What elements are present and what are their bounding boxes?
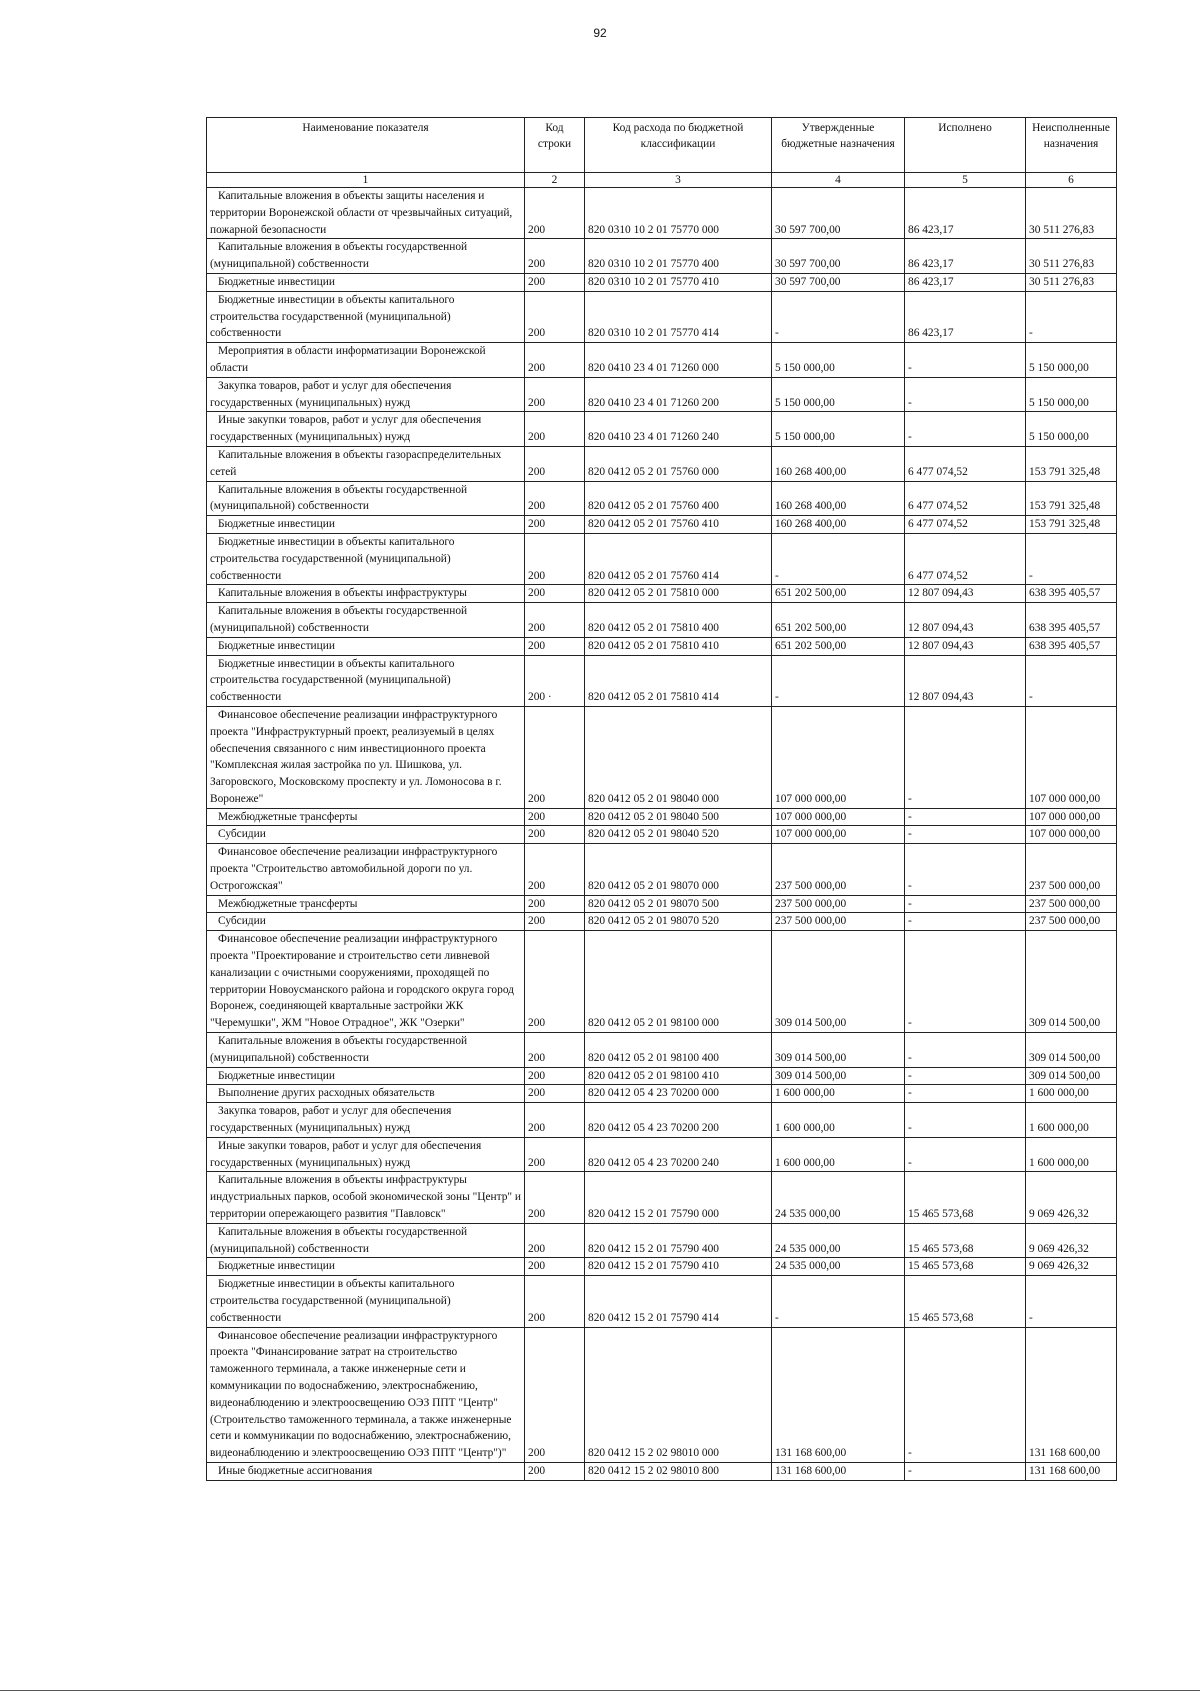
row-code-cell: 200: [525, 273, 585, 291]
approved-amount-cell: 237 500 000,00: [772, 844, 905, 895]
unexecuted-amount-cell: 131 168 600,00: [1026, 1327, 1117, 1462]
approved-amount-cell: 131 168 600,00: [772, 1462, 905, 1480]
table-row: [207, 291, 1117, 342]
table-row: [207, 1067, 1117, 1085]
executed-amount-cell: 6 477 074,52: [905, 516, 1026, 534]
indicator-name-cell: Капитальные вложения в объекты государственной (муниципальной) собственности: [207, 1033, 525, 1068]
unexecuted-amount-cell: 5 150 000,00: [1026, 377, 1117, 412]
indicator-name-cell: Финансовое обеспечение реализации инфраструктурного проекта "Финансирование затрат на строительство таможенного терминала, а также инженерные сети и коммуникации по водоснабжению, электроснабжению, видеонаблюдению и электроосвещению ОЭЗ ППТ "Центр" (Строительство таможенного терминала, а также инженерные сети и коммуникации по водоснабжению, электроснабжению, видеонаблюдению и электроосвещению ОЭЗ ППТ "Центр")": [207, 1327, 525, 1462]
indicator-name-cell: Бюджетные инвестиции: [207, 637, 525, 655]
indicator-name-cell: Бюджетные инвестиции в объекты капитального строительства государственной (муниципальной) собственности: [207, 291, 525, 342]
indicator-name-cell: Финансовое обеспечение реализации инфраструктурного проекта "Проектирование и строительство сети ливневой канализации с очистными сооружениями, проходящей по территории Новоусманского района и городского округа город Воронеж, соединяющей квартальные застройки ЖК "Черемушки", ЖМ "Новое Отрадное", ЖК "Озерки": [207, 931, 525, 1033]
row-code-cell: 200: [525, 603, 585, 638]
table-row: [207, 1327, 1117, 1462]
classification-code-cell: 820 0412 05 2 01 75810 400: [585, 603, 772, 638]
table-body: [207, 188, 1117, 1481]
executed-amount-cell: 12 807 094,43: [905, 603, 1026, 638]
classification-code-cell: 820 0412 05 2 01 98070 000: [585, 844, 772, 895]
unexecuted-amount-cell: 5 150 000,00: [1026, 412, 1117, 447]
executed-amount-cell: 15 465 573,68: [905, 1258, 1026, 1276]
executed-amount-cell: 86 423,17: [905, 273, 1026, 291]
table-row: [207, 844, 1117, 895]
row-code-cell: 200: [525, 1276, 585, 1327]
row-code-cell: 200: [525, 1327, 585, 1462]
approved-amount-cell: 1 600 000,00: [772, 1085, 905, 1103]
approved-amount-cell: 309 014 500,00: [772, 931, 905, 1033]
row-code-cell: 200 ·: [525, 655, 585, 706]
unexecuted-amount-cell: 153 791 325,48: [1026, 446, 1117, 481]
unexecuted-amount-cell: 638 395 405,57: [1026, 637, 1117, 655]
classification-code-cell: 820 0412 15 2 01 75790 400: [585, 1223, 772, 1258]
approved-amount-cell: 5 150 000,00: [772, 343, 905, 378]
approved-amount-cell: 5 150 000,00: [772, 377, 905, 412]
table-row: [207, 188, 1117, 239]
row-code-cell: 200: [525, 1085, 585, 1103]
indicator-name-cell: Капитальные вложения в объекты государственной (муниципальной) собственности: [207, 1223, 525, 1258]
indicator-name-cell: Субсидии: [207, 826, 525, 844]
unexecuted-amount-cell: 9 069 426,32: [1026, 1258, 1117, 1276]
indicator-name-cell: Бюджетные инвестиции: [207, 1067, 525, 1085]
unexecuted-amount-cell: 237 500 000,00: [1026, 913, 1117, 931]
executed-amount-cell: -: [905, 1462, 1026, 1480]
classification-code-cell: 820 0412 15 2 01 75790 000: [585, 1172, 772, 1223]
indicator-name-cell: Закупка товаров, работ и услуг для обеспечения государственных (муниципальных) нужд: [207, 1103, 525, 1138]
classification-code-cell: 820 0412 15 2 02 98010 000: [585, 1327, 772, 1462]
header-executed: Исполнено: [905, 118, 1026, 173]
approved-amount-cell: -: [772, 655, 905, 706]
table-row: [207, 533, 1117, 584]
indicator-name-cell: Капитальные вложения в объекты инфраструктуры: [207, 585, 525, 603]
row-code-cell: 200: [525, 913, 585, 931]
row-code-cell: 200: [525, 1137, 585, 1172]
row-code-cell: 200: [525, 291, 585, 342]
row-code-cell: 200: [525, 446, 585, 481]
unexecuted-amount-cell: 1 600 000,00: [1026, 1085, 1117, 1103]
row-code-cell: 200: [525, 533, 585, 584]
row-code-cell: 200: [525, 1223, 585, 1258]
table-row: [207, 377, 1117, 412]
unexecuted-amount-cell: 1 600 000,00: [1026, 1103, 1117, 1138]
indicator-name-cell: Мероприятия в области информатизации Воронежской области: [207, 343, 525, 378]
approved-amount-cell: 30 597 700,00: [772, 239, 905, 274]
approved-amount-cell: 107 000 000,00: [772, 706, 905, 808]
unexecuted-amount-cell: 309 014 500,00: [1026, 931, 1117, 1033]
row-code-cell: 200: [525, 481, 585, 516]
approved-amount-cell: 30 597 700,00: [772, 188, 905, 239]
executed-amount-cell: 86 423,17: [905, 188, 1026, 239]
classification-code-cell: 820 0412 05 2 01 75760 414: [585, 533, 772, 584]
table-row: [207, 1033, 1117, 1068]
approved-amount-cell: 309 014 500,00: [772, 1067, 905, 1085]
indicator-name-cell: Закупка товаров, работ и услуг для обеспечения государственных (муниципальных) нужд: [207, 377, 525, 412]
table-row: [207, 1258, 1117, 1276]
approved-amount-cell: -: [772, 533, 905, 584]
unexecuted-amount-cell: 131 168 600,00: [1026, 1462, 1117, 1480]
indicator-name-cell: Финансовое обеспечение реализации инфраструктурного проекта "Строительство автомобильной дороги по ул. Острогожская": [207, 844, 525, 895]
unexecuted-amount-cell: 30 511 276,83: [1026, 273, 1117, 291]
classification-code-cell: 820 0412 05 2 01 98040 000: [585, 706, 772, 808]
classification-code-cell: 820 0412 15 2 02 98010 800: [585, 1462, 772, 1480]
executed-amount-cell: 12 807 094,43: [905, 637, 1026, 655]
indicator-name-cell: Капитальные вложения в объекты государственной (муниципальной) собственности: [207, 239, 525, 274]
header-approved: Утвержденные бюджетные назначения: [772, 118, 905, 173]
approved-amount-cell: -: [772, 1276, 905, 1327]
page-number: 92: [593, 26, 607, 40]
indicator-name-cell: Капитальные вложения в объекты государственной (муниципальной) собственности: [207, 481, 525, 516]
table-row: [207, 637, 1117, 655]
table-row: [207, 931, 1117, 1033]
table-row: [207, 412, 1117, 447]
row-code-cell: 200: [525, 1067, 585, 1085]
classification-code-cell: 820 0412 05 2 01 98100 400: [585, 1033, 772, 1068]
unexecuted-amount-cell: 9 069 426,32: [1026, 1223, 1117, 1258]
row-code-cell: 200: [525, 1103, 585, 1138]
approved-amount-cell: 107 000 000,00: [772, 826, 905, 844]
row-code-cell: 200: [525, 412, 585, 447]
header-budget-classification-code: Код расхода по бюджетной классификации: [585, 118, 772, 173]
classification-code-cell: 820 0412 05 4 23 70200 240: [585, 1137, 772, 1172]
row-code-cell: 200: [525, 895, 585, 913]
indicator-name-cell: Бюджетные инвестиции в объекты капитального строительства государственной (муниципальной) собственности: [207, 1276, 525, 1327]
approved-amount-cell: 237 500 000,00: [772, 913, 905, 931]
row-code-cell: 200: [525, 516, 585, 534]
classification-code-cell: 820 0412 05 2 01 98100 410: [585, 1067, 772, 1085]
unexecuted-amount-cell: 9 069 426,32: [1026, 1172, 1117, 1223]
executed-amount-cell: -: [905, 412, 1026, 447]
table-row: [207, 808, 1117, 826]
approved-amount-cell: 651 202 500,00: [772, 637, 905, 655]
indicator-name-cell: Иные закупки товаров, работ и услуг для обеспечения государственных (муниципальных) нужд: [207, 412, 525, 447]
bottom-rule: [0, 1690, 1200, 1691]
classification-code-cell: 820 0412 05 2 01 75810 414: [585, 655, 772, 706]
indicator-name-cell: Иные закупки товаров, работ и услуг для обеспечения государственных (муниципальных) нужд: [207, 1137, 525, 1172]
classification-code-cell: 820 0310 10 2 01 75770 414: [585, 291, 772, 342]
table-row: [207, 1172, 1117, 1223]
column-number: 1: [207, 173, 525, 188]
approved-amount-cell: -: [772, 291, 905, 342]
classification-code-cell: 820 0410 23 4 01 71260 200: [585, 377, 772, 412]
indicator-name-cell: Финансовое обеспечение реализации инфраструктурного проекта "Инфраструктурный проект, реализуемый в целях обеспечения связанного с ним инвестиционного проекта "Комплексная жилая застройка по ул. Шишкова, ул. Загоровского, Московскому проспекту и ул. Ломоносова в г. Воронеже": [207, 706, 525, 808]
table-row: [207, 895, 1117, 913]
executed-amount-cell: -: [905, 844, 1026, 895]
executed-amount-cell: -: [905, 1103, 1026, 1138]
indicator-name-cell: Капитальные вложения в объекты защиты населения и территории Воронежской области от чрезвычайных ситуаций, пожарной безопасности: [207, 188, 525, 239]
approved-amount-cell: 160 268 400,00: [772, 446, 905, 481]
unexecuted-amount-cell: 30 511 276,83: [1026, 188, 1117, 239]
indicator-name-cell: Выполнение других расходных обязательств: [207, 1085, 525, 1103]
classification-code-cell: 820 0310 10 2 01 75770 000: [585, 188, 772, 239]
approved-amount-cell: 309 014 500,00: [772, 1033, 905, 1068]
unexecuted-amount-cell: 107 000 000,00: [1026, 706, 1117, 808]
table-row: [207, 239, 1117, 274]
classification-code-cell: 820 0412 05 2 01 98070 500: [585, 895, 772, 913]
executed-amount-cell: -: [905, 808, 1026, 826]
unexecuted-amount-cell: -: [1026, 533, 1117, 584]
column-number: 5: [905, 173, 1026, 188]
table-row: [207, 343, 1117, 378]
approved-amount-cell: 131 168 600,00: [772, 1327, 905, 1462]
row-code-cell: 200: [525, 808, 585, 826]
header-row-code: Код строки: [525, 118, 585, 173]
table-row: [207, 516, 1117, 534]
indicator-name-cell: Капитальные вложения в объекты газораспределительных сетей: [207, 446, 525, 481]
classification-code-cell: 820 0410 23 4 01 71260 240: [585, 412, 772, 447]
indicator-name-cell: Бюджетные инвестиции: [207, 516, 525, 534]
classification-code-cell: 820 0412 05 2 01 98100 000: [585, 931, 772, 1033]
classification-code-cell: 820 0412 05 2 01 75810 410: [585, 637, 772, 655]
table-row: [207, 603, 1117, 638]
row-code-cell: 200: [525, 1462, 585, 1480]
unexecuted-amount-cell: 1 600 000,00: [1026, 1137, 1117, 1172]
indicator-name-cell: Бюджетные инвестиции: [207, 1258, 525, 1276]
unexecuted-amount-cell: 30 511 276,83: [1026, 239, 1117, 274]
executed-amount-cell: -: [905, 1327, 1026, 1462]
budget-execution-table: [206, 117, 1117, 1481]
row-code-cell: 200: [525, 706, 585, 808]
table-row: [207, 273, 1117, 291]
indicator-name-cell: Межбюджетные трансферты: [207, 808, 525, 826]
classification-code-cell: 820 0412 05 2 01 98040 500: [585, 808, 772, 826]
executed-amount-cell: 6 477 074,52: [905, 533, 1026, 584]
row-code-cell: 200: [525, 931, 585, 1033]
classification-code-cell: 820 0412 05 2 01 75760 400: [585, 481, 772, 516]
header-unexecuted: Неисполненные назначения: [1026, 118, 1117, 173]
executed-amount-cell: -: [905, 343, 1026, 378]
executed-amount-cell: 15 465 573,68: [905, 1276, 1026, 1327]
indicator-name-cell: Бюджетные инвестиции в объекты капитального строительства государственной (муниципальной) собственности: [207, 655, 525, 706]
unexecuted-amount-cell: 638 395 405,57: [1026, 603, 1117, 638]
row-code-cell: 200: [525, 637, 585, 655]
table-row: [207, 913, 1117, 931]
classification-code-cell: 820 0412 05 4 23 70200 200: [585, 1103, 772, 1138]
approved-amount-cell: 30 597 700,00: [772, 273, 905, 291]
unexecuted-amount-cell: 153 791 325,48: [1026, 516, 1117, 534]
row-code-cell: 200: [525, 377, 585, 412]
approved-amount-cell: 237 500 000,00: [772, 895, 905, 913]
column-number-row: [207, 173, 1117, 188]
unexecuted-amount-cell: 309 014 500,00: [1026, 1033, 1117, 1068]
unexecuted-amount-cell: 5 150 000,00: [1026, 343, 1117, 378]
table-row: [207, 585, 1117, 603]
executed-amount-cell: -: [905, 1067, 1026, 1085]
executed-amount-cell: 15 465 573,68: [905, 1172, 1026, 1223]
row-code-cell: 200: [525, 188, 585, 239]
table-row: [207, 1276, 1117, 1327]
executed-amount-cell: -: [905, 895, 1026, 913]
executed-amount-cell: 12 807 094,43: [905, 655, 1026, 706]
table-row: [207, 1462, 1117, 1480]
classification-code-cell: 820 0412 05 2 01 75760 410: [585, 516, 772, 534]
executed-amount-cell: 86 423,17: [905, 291, 1026, 342]
header-indicator-name: Наименование показателя: [207, 118, 525, 173]
row-code-cell: 200: [525, 844, 585, 895]
column-number: 4: [772, 173, 905, 188]
row-code-cell: 200: [525, 1172, 585, 1223]
indicator-name-cell: Иные бюджетные ассигнования: [207, 1462, 525, 1480]
approved-amount-cell: 1 600 000,00: [772, 1137, 905, 1172]
classification-code-cell: 820 0412 05 2 01 98070 520: [585, 913, 772, 931]
executed-amount-cell: -: [905, 913, 1026, 931]
classification-code-cell: 820 0412 05 2 01 75810 000: [585, 585, 772, 603]
unexecuted-amount-cell: -: [1026, 1276, 1117, 1327]
classification-code-cell: 820 0412 05 2 01 98040 520: [585, 826, 772, 844]
executed-amount-cell: 6 477 074,52: [905, 446, 1026, 481]
executed-amount-cell: -: [905, 377, 1026, 412]
approved-amount-cell: 5 150 000,00: [772, 412, 905, 447]
classification-code-cell: 820 0412 15 2 01 75790 410: [585, 1258, 772, 1276]
approved-amount-cell: 160 268 400,00: [772, 481, 905, 516]
approved-amount-cell: 24 535 000,00: [772, 1258, 905, 1276]
column-number: 2: [525, 173, 585, 188]
unexecuted-amount-cell: -: [1026, 655, 1117, 706]
unexecuted-amount-cell: 153 791 325,48: [1026, 481, 1117, 516]
executed-amount-cell: -: [905, 1033, 1026, 1068]
executed-amount-cell: -: [905, 931, 1026, 1033]
indicator-name-cell: Бюджетные инвестиции: [207, 273, 525, 291]
indicator-name-cell: Капитальные вложения в объекты государственной (муниципальной) собственности: [207, 603, 525, 638]
row-code-cell: 200: [525, 826, 585, 844]
classification-code-cell: 820 0310 10 2 01 75770 410: [585, 273, 772, 291]
row-code-cell: 200: [525, 343, 585, 378]
table-row: [207, 446, 1117, 481]
table-row: [207, 1137, 1117, 1172]
row-code-cell: 200: [525, 585, 585, 603]
unexecuted-amount-cell: 309 014 500,00: [1026, 1067, 1117, 1085]
executed-amount-cell: -: [905, 1137, 1026, 1172]
table-row: [207, 706, 1117, 808]
table-row: [207, 826, 1117, 844]
indicator-name-cell: Субсидии: [207, 913, 525, 931]
approved-amount-cell: 24 535 000,00: [772, 1172, 905, 1223]
header-row: [207, 118, 1117, 173]
executed-amount-cell: -: [905, 826, 1026, 844]
approved-amount-cell: 651 202 500,00: [772, 603, 905, 638]
executed-amount-cell: 86 423,17: [905, 239, 1026, 274]
executed-amount-cell: 12 807 094,43: [905, 585, 1026, 603]
table-row: [207, 1103, 1117, 1138]
unexecuted-amount-cell: -: [1026, 291, 1117, 342]
approved-amount-cell: 160 268 400,00: [772, 516, 905, 534]
classification-code-cell: 820 0410 23 4 01 71260 000: [585, 343, 772, 378]
column-number: 3: [585, 173, 772, 188]
unexecuted-amount-cell: 638 395 405,57: [1026, 585, 1117, 603]
executed-amount-cell: -: [905, 706, 1026, 808]
classification-code-cell: 820 0310 10 2 01 75770 400: [585, 239, 772, 274]
row-code-cell: 200: [525, 1258, 585, 1276]
unexecuted-amount-cell: 237 500 000,00: [1026, 844, 1117, 895]
classification-code-cell: 820 0412 05 4 23 70200 000: [585, 1085, 772, 1103]
table-row: [207, 481, 1117, 516]
executed-amount-cell: 15 465 573,68: [905, 1223, 1026, 1258]
executed-amount-cell: 6 477 074,52: [905, 481, 1026, 516]
indicator-name-cell: Капитальные вложения в объекты инфраструктуры индустриальных парков, особой экономической зоны "Центр" и территории опережающего развития "Павловск": [207, 1172, 525, 1223]
approved-amount-cell: 107 000 000,00: [772, 808, 905, 826]
classification-code-cell: 820 0412 05 2 01 75760 000: [585, 446, 772, 481]
unexecuted-amount-cell: 107 000 000,00: [1026, 808, 1117, 826]
executed-amount-cell: -: [905, 1085, 1026, 1103]
indicator-name-cell: Бюджетные инвестиции в объекты капитального строительства государственной (муниципальной) собственности: [207, 533, 525, 584]
row-code-cell: 200: [525, 239, 585, 274]
approved-amount-cell: 651 202 500,00: [772, 585, 905, 603]
row-code-cell: 200: [525, 1033, 585, 1068]
approved-amount-cell: 24 535 000,00: [772, 1223, 905, 1258]
table-row: [207, 1085, 1117, 1103]
unexecuted-amount-cell: 237 500 000,00: [1026, 895, 1117, 913]
indicator-name-cell: Межбюджетные трансферты: [207, 895, 525, 913]
approved-amount-cell: 1 600 000,00: [772, 1103, 905, 1138]
table-row: [207, 1223, 1117, 1258]
unexecuted-amount-cell: 107 000 000,00: [1026, 826, 1117, 844]
classification-code-cell: 820 0412 15 2 01 75790 414: [585, 1276, 772, 1327]
column-number: 6: [1026, 173, 1117, 188]
table-row: [207, 655, 1117, 706]
